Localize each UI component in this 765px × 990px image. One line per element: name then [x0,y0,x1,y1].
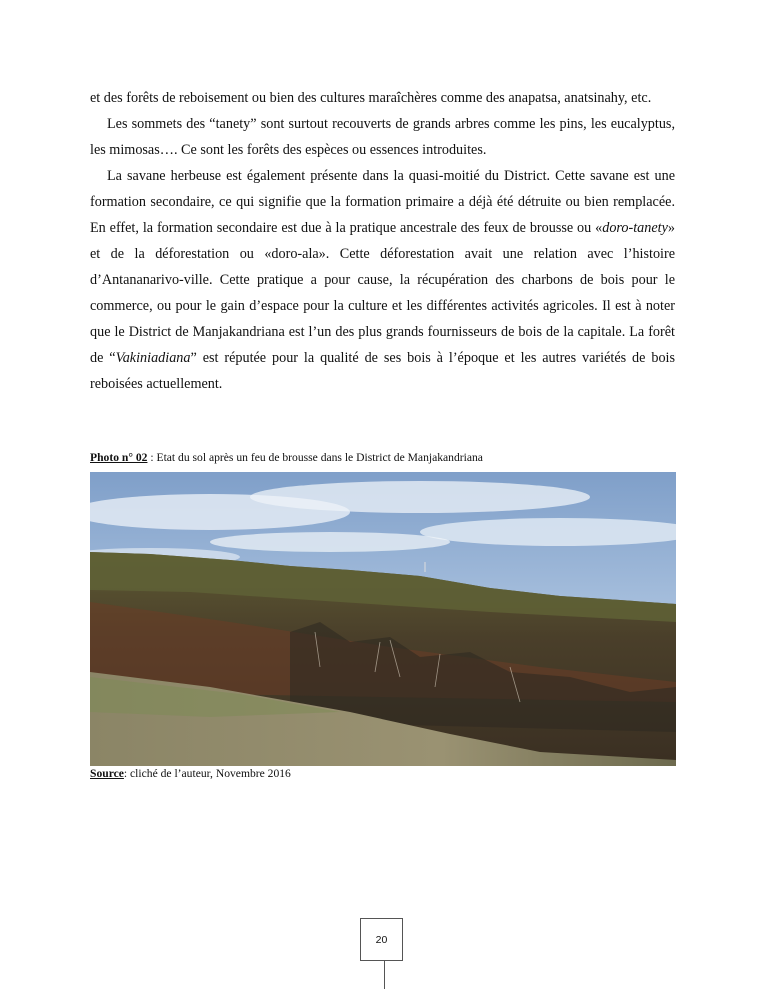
paragraph-3-part-a: La savane herbeuse est également présente dans la quasi-moitié du District. Cette savane est une formation secondaire, ce qui signifie que la formation primaire a déjà été détruite ou bien remplacée. En effet, la formation secondaire est due à la pratique ancestrale des feux de brousse ou « [90,168,675,236]
paragraph-3-italic-vakiniadiana: Vakiniadiana [115,350,191,366]
photo-source [90,767,291,781]
photo-caption-text: : Etat du sol après un feu de brousse dans le District de Manjakandriana [147,451,483,464]
paragraph-1: et des forêts de reboisement ou bien des cultures maraîchères comme des anapatsa, anatsinahy, etc. [90,90,652,106]
burnt-hillside-image [90,472,676,766]
paragraph-3-part-c: » et de la déforestation ou «doro-ala». Cette déforestation avait une relation avec l’histoire d’Antananarivo-ville. Cette pratique a pour cause, la récupération des charbons de bois pour le commerce, ou pour le gain d’espace pour la culture et les différentes activités agricoles. Il est à noter que le District de Manjakandriana est l’un des plus grands fournisseurs de bois de la capitale. La forêt de “ [90,220,675,366]
paragraph-3-italic-doro-tanety: doro-tanety [602,220,668,236]
body-text [90,85,675,397]
page-number: 20 [375,933,388,946]
photo-caption [90,451,690,465]
source-label: Source [90,767,124,780]
paragraph-3-part-e: ” est réputée pour la qualité de ses bois à l’époque et les autres variétés de bois reboisées actuellement. [90,350,675,392]
landscape-photo [90,472,676,766]
paragraph-2: Les sommets des “tanety” sont surtout recouverts de grands arbres comme les pins, les eucalyptus, les mimosas…. Ce sont les forêts des espèces ou essences introduites. [90,116,675,158]
photo-label: Photo n° 02 [90,451,148,464]
page-number-line [384,961,385,989]
page-number-box [360,918,403,961]
paragraph-3 [90,163,675,397]
source-text: : cliché de l’auteur, Novembre 2016 [123,767,291,780]
